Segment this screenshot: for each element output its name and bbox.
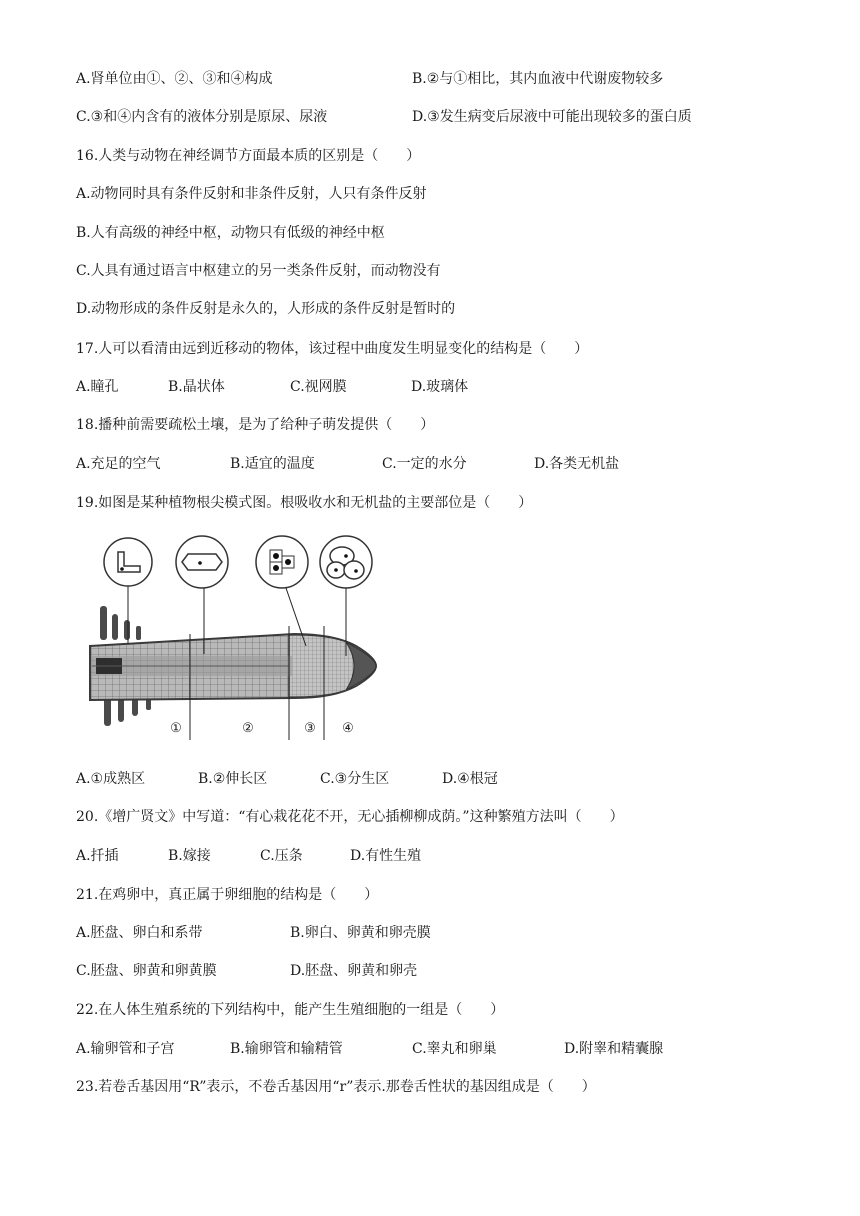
- q22-option-a: A.输卵管和子宫: [76, 1041, 175, 1057]
- q21-stem: 21.在鸡卵中，真正属于卵细胞的结构是（ ）: [76, 887, 379, 903]
- q18-option-a: A.充足的空气: [76, 456, 161, 472]
- q17-option-c: C.视网膜: [290, 379, 347, 395]
- q15-option-b: B.②与①相比，其内血液中代谢废物较多: [412, 71, 664, 87]
- q20-option-b: B.嫁接: [168, 848, 211, 864]
- q19-option-d: D.④根冠: [442, 771, 498, 787]
- q20-option-c: C.压条: [260, 848, 303, 864]
- q22-option-b: B.输卵管和输精管: [230, 1041, 343, 1057]
- label-region-3: ③: [304, 721, 316, 736]
- root-tip-diagram: [84, 534, 384, 748]
- q15-option-a: A.肾单位由①、②、③和④构成: [76, 71, 273, 87]
- q18-option-d: D.各类无机盐: [534, 456, 620, 472]
- root-hairs-bottom: [104, 698, 151, 726]
- q20-stem: 20.《增广贤文》中写道：“有心栽花花不开，无心插柳柳成荫。”这种繁殖方法叫（ ）: [76, 809, 624, 825]
- q22-option-c: C.睾丸和卵巢: [412, 1041, 497, 1057]
- q16-option-c: C.人具有通过语言中枢建立的另一类条件反射，而动物没有: [76, 263, 441, 279]
- q20-option-d: D.有性生殖: [350, 848, 422, 864]
- q21-option-b: B.卵白、卵黄和卵壳膜: [290, 925, 431, 941]
- label-region-2: ②: [242, 721, 254, 736]
- root-hair-cell-circle: [104, 538, 152, 586]
- q19-option-b: B.②伸长区: [198, 771, 268, 787]
- label-region-4: ④: [342, 721, 354, 736]
- q18-stem: 18.播种前需要疏松土壤，是为了给种子萌发提供（ ）: [76, 417, 435, 433]
- q16-option-a: A.动物同时具有条件反射和非条件反射，人只有条件反射: [76, 186, 427, 202]
- q21-option-c: C.胚盘、卵黄和卵黄膜: [76, 963, 217, 979]
- q15-option-d: D.③发生病变后尿液中可能出现较多的蛋白质: [412, 109, 692, 125]
- q19-stem: 19.如图是某种植物根尖模式图。根吸收水和无机盐的主要部位是（ ）: [76, 495, 533, 511]
- q18-option-c: C.一定的水分: [382, 456, 467, 472]
- q20-option-a: A.扦插: [76, 848, 119, 864]
- q16-option-d: D.动物形成的条件反射是永久的，人形成的条件反射是暂时的: [76, 301, 456, 317]
- q15-option-c: C.③和④内含有的液体分别是原尿、尿液: [76, 109, 328, 125]
- q17-option-a: A.瞳孔: [76, 379, 119, 395]
- q17-option-d: D.玻璃体: [411, 379, 469, 395]
- q18-option-b: B.适宜的温度: [230, 456, 315, 472]
- q23-stem: 23.若卷舌基因用“R”表示，不卷舌基因用“r”表示.那卷舌性状的基因组成是（ ）: [76, 1079, 596, 1095]
- q22-stem: 22.在人体生殖系统的下列结构中，能产生生殖细胞的一组是（ ）: [76, 1002, 505, 1018]
- q16-option-b: B.人有高级的神经中枢，动物只有低级的神经中枢: [76, 225, 385, 241]
- q19-option-a: A.①成熟区: [76, 771, 146, 787]
- q22-option-d: D.附睾和精囊腺: [564, 1041, 664, 1057]
- q19-option-c: C.③分生区: [320, 771, 390, 787]
- root-hairs-top: [100, 606, 141, 640]
- q17-option-b: B.晶状体: [168, 379, 225, 395]
- q17-stem: 17.人可以看清由远到近移动的物体，该过程中曲度发生明显变化的结构是（ ）: [76, 341, 589, 357]
- q21-option-d: D.胚盘、卵黄和卵壳: [290, 963, 418, 979]
- q21-option-a: A.胚盘、卵白和系带: [76, 925, 203, 941]
- q16-stem: 16.人类与动物在神经调节方面最本质的区别是（ ）: [76, 148, 421, 164]
- label-region-1: ①: [170, 721, 182, 736]
